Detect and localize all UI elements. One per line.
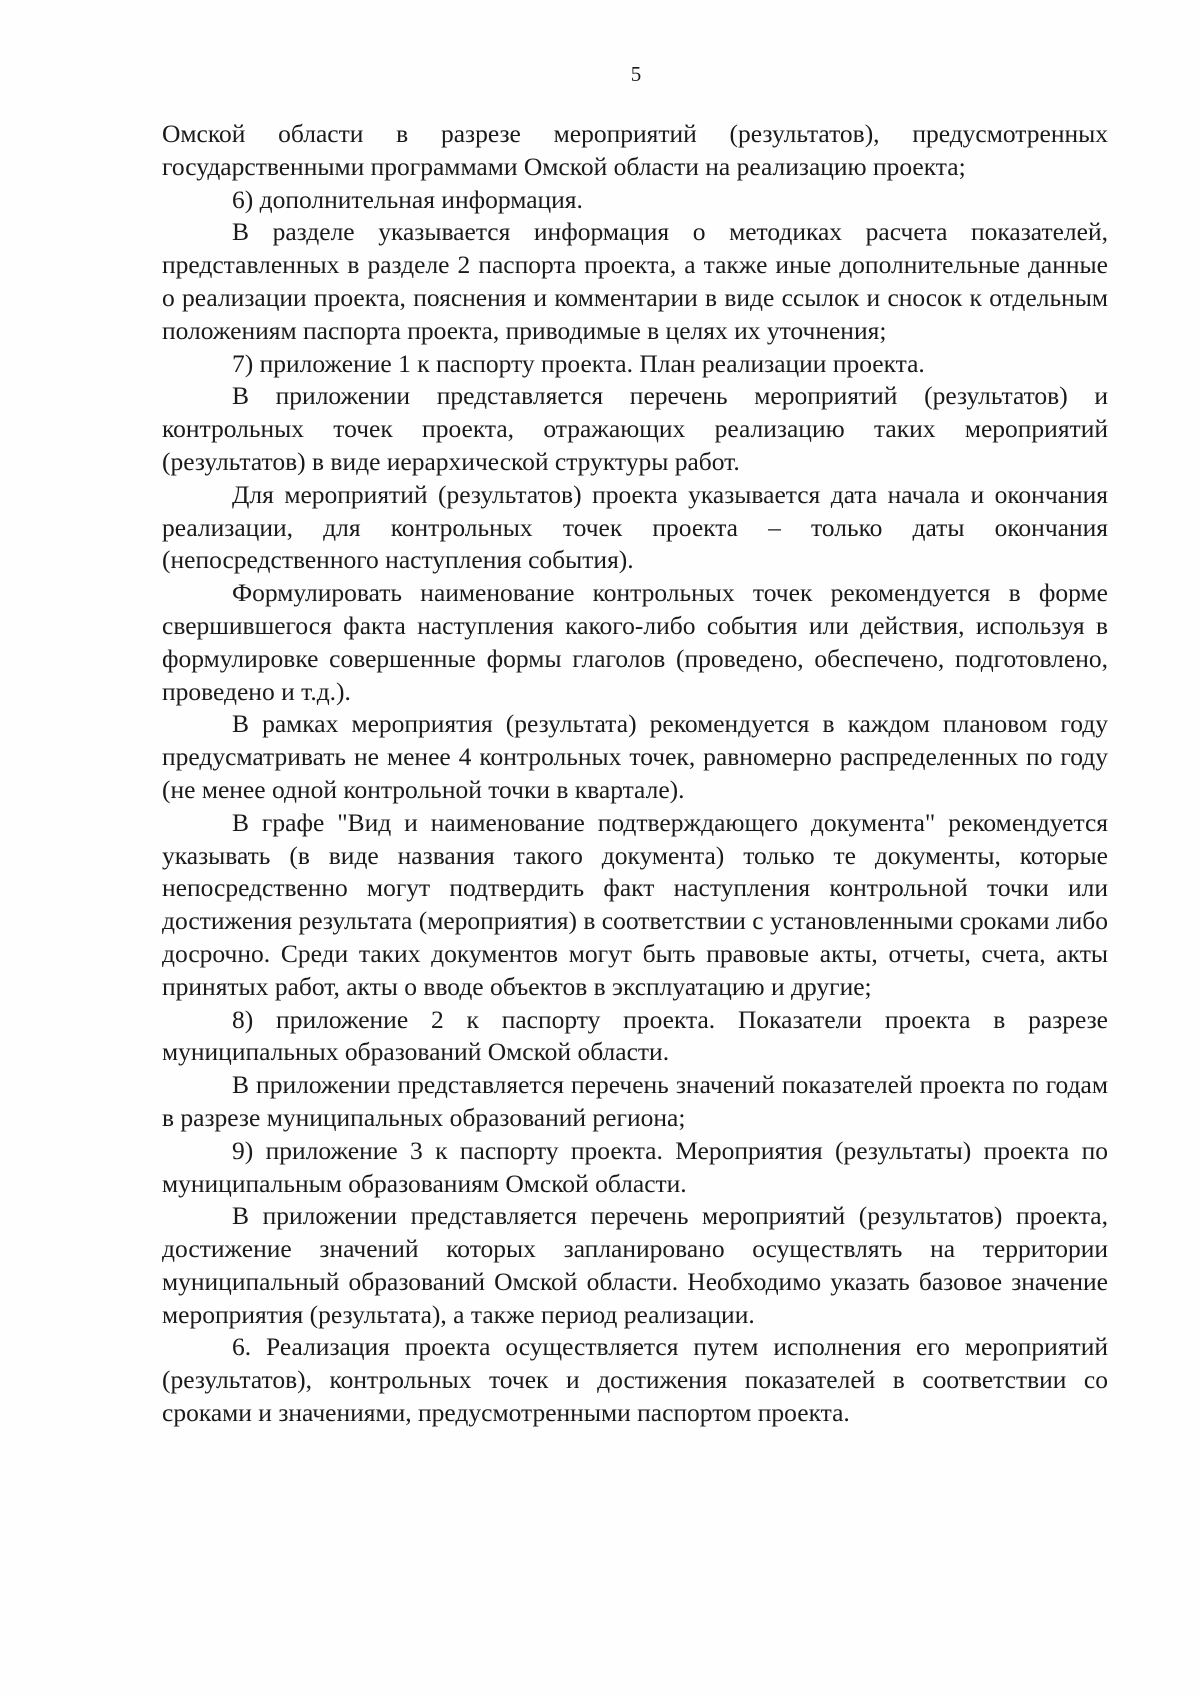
paragraph-checkpoint-count: В рамках мероприятия (результата) рекомендуется в каждом плановом году предусматривать не менее 4 контрольных точек, равномерно распределенных по году (не менее одной контрольной точки в квартале). bbox=[162, 709, 1108, 804]
paragraph-item-7: 7) приложение 1 к паспорту проекта. План реализации проекта. bbox=[232, 348, 925, 378]
paragraph-section-6: 6. Реализация проекта осуществляется путем исполнения его мероприятий (результатов), контрольных точек и достижения показателей в соответствии со сроками и значениями, предусмотренными паспортом проекта. bbox=[162, 1332, 1108, 1428]
paragraph-appendix-3-list: В приложении представляется перечень мероприятий (результатов) проекта, достижение значений которых запланировано осуществлять на территории муниципальный образований Омской области. Необходимо указать базовое значение мероприятия (результата), а также период реализации. bbox=[162, 1201, 1108, 1329]
paragraph-item-6: 6) дополнительная информация. bbox=[232, 184, 583, 214]
paragraph-appendix-1-list: В приложении представляется перечень мероприятий (результатов) и контрольных точек проекта, отражающих реализацию таких мероприятий (результатов) в виде иерархической структуры работ. bbox=[162, 381, 1108, 476]
paragraph-document-column: В графе "Вид и наименование подтверждающего документа" рекомендуется указывать (в виде названия такого документа) только те документы, которые непосредственно могут подтвердить факт наступления контрольной точки или достижения результата (мероприятия) в соответствии с установленными сроками либо досрочно. Среди таких документов могут быть правовые акты, отчеты, счета, акты принятых работ, акты о вводе объектов в эксплуатацию и другие; bbox=[162, 807, 1108, 1001]
paragraph-dates: Для мероприятий (результатов) проекта указывается дата начала и окончания реализации, для контрольных точек проекта – только даты окончания (непосредственного наступления события). bbox=[162, 479, 1108, 575]
paragraph-item-9: 9) приложение 3 к паспорту проекта. Мероприятия (результаты) проекта по муниципальным образованиям Омской области. bbox=[162, 1135, 1108, 1198]
page-number: 5 bbox=[630, 62, 642, 86]
document-body bbox=[162, 118, 1108, 1430]
paragraph-section-info: В разделе указывается информация о методиках расчета показателей, представленных в разделе 2 паспорта проекта, а также иные дополнительные данные о реализации проекта, пояснения и комментарии в виде ссылок и сносок к отдельным положениям паспорта проекта, приводимые в целях их уточнения; bbox=[162, 217, 1108, 345]
paragraph-appendix-2-list: В приложении представляется перечень значений показателей проекта по годам в разрезе муниципальных образований региона; bbox=[162, 1070, 1108, 1132]
paragraph-checkpoint-wording: Формулировать наименование контрольных точек рекомендуется в форме свершившегося факта наступления какого-либо события или действия, используя в формулировке совершенные формы глаголов (проведено, обеспечено, подготовлено, проведено и т.д.). bbox=[162, 578, 1108, 706]
paragraph-item-8: 8) приложение 2 к паспорту проекта. Показатели проекта в разрезе муниципальных образований Омской области. bbox=[162, 1004, 1108, 1067]
paragraph-continuation: Омской области в разрезе мероприятий (результатов), предусмотренных государственными программами Омской области на реализацию проекта; bbox=[162, 119, 1108, 181]
